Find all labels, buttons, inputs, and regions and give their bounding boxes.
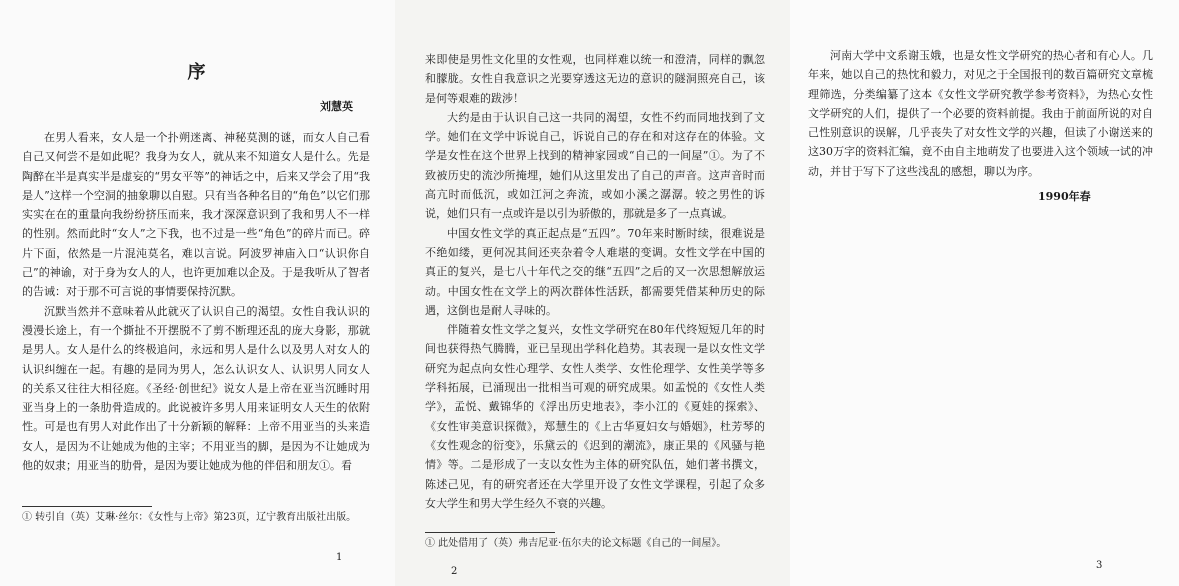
paragraph: 来即使是男性文化里的女性观，也同样难以统一和澄清，同样的飘忽和朦胧。女性自我意识之光要穿透这无边的意识的隧洞照亮自己，该是何等艰难的跋涉！ [425,53,765,105]
date: 1990年春 [1038,190,1091,203]
page-1-body [22,128,370,475]
page-3 [790,0,1179,586]
paragraph: 在男人看来，女人是一个扑朔迷离、神秘莫测的谜，而女人自己看自己又何尝不是如此呢？我身为女人，就从来不知道女人是什么。先是陶醉在半是真实半是虚妄的“男女平等”的神话之中，后来又学会了用“我是人”这样一个空洞的抽象聊以自慰。只有当各种名目的“角色”以它们那实实在在的重量向我纷纷挤压而来，我才深深意识到了我和男人不一样的性别。然而此时“女人”之下我，也不过是一些“角色”的碎片而已。碎片下面，依然是一片混沌莫名，难以言说。阿波罗神庙入口“认识你自己”的神谕，对于身为女人的人，也许更加难以企及。于是我听从了智者的告诫：对于那不可言说的事情要保持沉默。 [22,131,370,299]
page-number: 2 [451,566,458,577]
page-number: 3 [1096,560,1103,571]
footnote-rule [22,506,152,507]
preface-title: 序 [187,62,208,83]
paragraph: 沉默当然并不意味着从此就灭了认识自己的渴望。女性自我认识的漫漫长途上，有一个撕扯不开摆脱不了剪不断理还乱的庞大身影，那就是男人。女人是什么的终极追问，永远和男人是什么以及男人对女人的认识纠缠在一起。有趣的是同为男人，怎么认识女人、认识男人同女人的关系又往往大相径庭。《圣经·创世纪》说女人是上帝在亚当沉睡时用亚当身上的一条肋骨造成的。此说被许多男人用来证明女人天生的依附性。可是也有男人对此作出了十分新颖的解释：上帝不用亚当的头来造女人，是因为不让她成为他的主宰；不用亚当的脚，是因为不让她成为他的奴隶；用亚当的肋骨，是因为要让她成为他的伴侣和朋友①。看 [22,304,370,473]
page-3-body [808,46,1153,181]
footnote: ① 转引自（英）艾琳·丝尔：《女性与上帝》第23页，辽宁教育出版社出版。 [22,512,357,523]
paragraph: 伴随着女性文学之复兴，女性文学研究在80年代终短短几年的时间也获得热气腾腾，亚已呈现出学科化趋势。其表现一是以女性文学研究为起点向女性心理学、女性人类学、女性伦理学、女性美学等多学科拓展，已涌现出一批相当可观的研究成果。如孟悦的《女性人类学》，孟悦、戴锦华的《浮出历史地表》，李小江的《夏娃的探索》、《女性审美意识探微》，郑慧生的《上古华夏妇女与婚姻》，杜芳琴的《女性观念的衍变》，乐黛云的《迟到的潮流》，康正果的《风骚与艳情》等。二是形成了一支以女性为主体的研究队伍，她们著书撰文，陈述己见，有的研究者还在大学里开设了女性文学课程，引起了众多女大学生和男大学生经久不衰的兴趣。 [425,323,765,510]
page-1 [0,0,395,586]
page-number: 1 [336,552,343,563]
footnote: ① 此处借用了（英）弗吉尼亚·伍尔夫的论文标题《自己的一间屋》。 [425,538,727,549]
author-name: 刘慧英 [320,100,353,113]
paragraph: 河南大学中文系谢玉娥，也是女性文学研究的热心者和有心人。几年来，她以自己的热忱和毅力，对见之于全国报刊的数百篇研究文章梳理筛选，分类编纂了这本《女性文学研究教学参考资料》，为热心女性文学研究的人们，提供了一个必要的资料前提。我由于前面所说的对自己性别意识的误解，几乎丧失了对女性文学的兴趣，但读了小谢送来的这30万字的资料汇编，竟不由自主地萌发了也要进入这个领域一试的冲动，并甘于写下了这些浅乱的感想，聊以为序。 [808,49,1153,178]
page-2 [395,0,790,586]
paragraph: 大约是由于认识自己这一共同的渴望，女性不约而同地找到了文学。她们在文学中诉说自己，诉说自己的存在和对这存在的体验。文学是女性在这个世界上找到的精神家园或“自己的一间屋”①。为了不致被历史的流沙所掩埋，她们从这里发出了自己的声音。这声音时而高亢时而低沉，或如江河之奔流，或如小溪之潺潺。较之男性的诉说，她们只有一点或许是以引为骄傲的，那就是多了一点真诚。 [425,110,765,221]
paragraph: 中国女性文学的真正起点是“五四”。70年来时断时续，很难说是不绝如缕，更何况其间还夹杂着令人难堪的变调。女性文学在中国的真正的复兴，是七八十年代之交的继“五四”之后的又一次思想解放运动。中国女性在文学上的两次群体性活跃，都需要凭借某种历史的际遇，这倒也是耐人寻味的。 [425,226,765,317]
footnote-rule [425,532,555,533]
page-2-body [425,50,765,513]
